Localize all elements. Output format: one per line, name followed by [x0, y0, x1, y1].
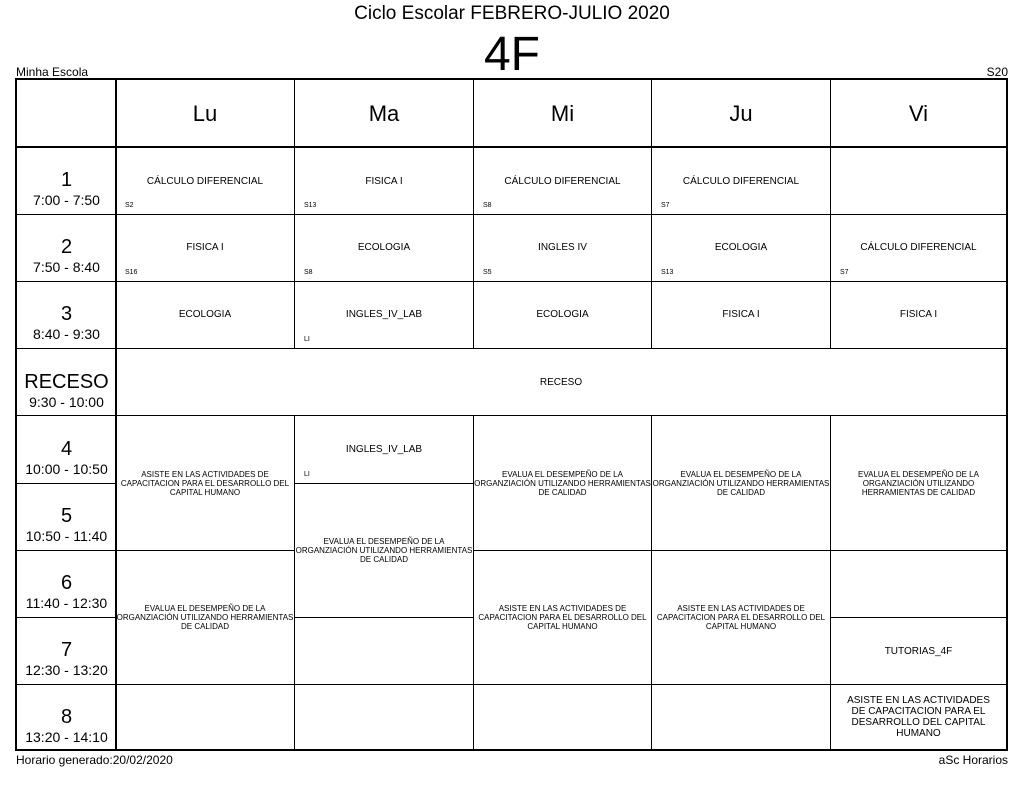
lesson-ju-6-7[interactable]	[652, 551, 830, 684]
lesson-subject: CÁLCULO DIFERENCIAL	[146, 176, 264, 187]
recess-label: RECESO	[539, 376, 583, 388]
lesson-ma-1[interactable]	[295, 147, 473, 214]
lesson-ju-2[interactable]	[652, 215, 830, 281]
period-number: 2	[60, 236, 73, 258]
lesson-ju-3[interactable]	[652, 282, 830, 348]
lesson-subject: EVALUA EL DESEMPEÑO DE LA ORGANZIACIÓN UTILIZANDO HERRAMIENTAS DE CALIDAD	[474, 469, 651, 497]
lesson-room: S16	[125, 269, 138, 276]
day-header-lu: Lu	[192, 100, 218, 126]
period-time: 7:00 - 7:50	[33, 192, 100, 208]
period-number: 5	[60, 505, 73, 527]
lesson-room: S2	[125, 202, 134, 209]
period-time: 7:50 - 8:40	[33, 259, 100, 275]
lesson-mi-1[interactable]	[474, 147, 651, 214]
day-header-vi: Vi	[908, 100, 929, 126]
lesson-room: S7	[840, 269, 849, 276]
period-time: 11:40 - 12:30	[25, 595, 108, 611]
software-credit: aSc Horarios	[938, 753, 1008, 767]
lesson-room: S8	[483, 202, 492, 209]
timetable-grid	[15, 78, 1008, 751]
class-name: 4F	[483, 28, 540, 81]
lesson-lu-6-7[interactable]	[116, 551, 294, 684]
period-time: 12:30 - 13:20	[25, 662, 108, 678]
lesson-ju-4-5[interactable]	[652, 416, 830, 550]
period-7	[17, 639, 116, 679]
lesson-room: S13	[304, 202, 317, 209]
period-3	[17, 303, 116, 343]
lesson-subject: TUTORIAS_4F	[884, 645, 953, 657]
lesson-subject: ECOLOGIA	[536, 309, 589, 320]
lesson-subject: ECOLOGIA	[357, 242, 411, 253]
period-8	[17, 706, 116, 746]
period-2	[17, 236, 116, 276]
lesson-mi-6-7[interactable]	[474, 551, 651, 684]
period-number: 1	[60, 169, 73, 191]
lesson-room: S5	[483, 269, 492, 276]
lesson-subject: ASISTE EN LAS ACTIVIDADES DE CAPACITACION PARA EL DESARROLLO DEL CAPITAL HUMANO	[120, 469, 290, 497]
lesson-subject: EVALUA EL DESEMPEÑO DE LA ORGANZIACIÓN UTILIZANDO HERRAMIENTAS DE CALIDAD	[295, 537, 473, 564]
lesson-lu-2[interactable]	[116, 215, 294, 281]
day-header-ma: Ma	[368, 100, 400, 126]
lesson-vi-8[interactable]	[831, 685, 1006, 749]
lesson-lu-3[interactable]	[116, 282, 294, 348]
lesson-mi-3[interactable]	[474, 282, 651, 348]
lesson-subject: ASISTE EN LAS ACTIVIDADES DE CAPACITACION PARA EL DESARROLLO DEL CAPITAL HUMANO	[847, 695, 990, 739]
period-recess	[17, 371, 116, 411]
lesson-subject: ECOLOGIA	[714, 242, 768, 253]
period-number: 3	[60, 303, 73, 325]
lesson-room: S7	[661, 202, 670, 209]
lesson-mi-4-5[interactable]	[474, 416, 651, 550]
lesson-ma-3[interactable]	[295, 282, 473, 348]
period-6	[17, 572, 116, 612]
lesson-ma-5-6[interactable]	[295, 484, 473, 617]
period-number: 6	[60, 572, 73, 594]
period-4	[17, 438, 116, 478]
lesson-ma-2[interactable]	[295, 215, 473, 281]
lesson-vi-3[interactable]	[831, 282, 1006, 348]
lesson-subject: EVALUA EL DESEMPEÑO DE LA ORGANZIACIÓN UTILIZANDO HERRAMIENTAS DE CALIDAD	[652, 469, 830, 497]
lesson-subject: INGLES_IV_LAB	[345, 444, 423, 455]
lesson-vi-7[interactable]	[831, 618, 1006, 684]
lesson-lu-4-5[interactable]	[116, 416, 294, 550]
lesson-room: S8	[304, 269, 313, 276]
header-code: S20	[986, 65, 1008, 79]
lesson-subject: ASISTE EN LAS ACTIVIDADES DE CAPACITACION PARA EL DESARROLLO DEL CAPITAL HUMANO	[656, 604, 826, 631]
period-1	[17, 169, 116, 209]
lesson-subject: EVALUA EL DESEMPEÑO DE LA ORGANZIACIÓN UTILIZANDO HERRAMIENTAS DE CALIDAD	[858, 469, 979, 497]
lesson-subject: CÁLCULO DIFERENCIAL	[682, 176, 800, 187]
page-title: Ciclo Escolar FEBRERO-JULIO 2020	[354, 3, 670, 24]
period-time: 10:50 - 11:40	[25, 528, 108, 544]
period-time: 10:00 - 10:50	[25, 461, 108, 477]
period-time: 8:40 - 9:30	[33, 326, 100, 342]
lesson-subject: INGLES IV	[538, 242, 587, 253]
lesson-subject: INGLES_IV_LAB	[345, 309, 423, 320]
lesson-vi-2[interactable]	[831, 215, 1006, 281]
period-5	[17, 505, 116, 545]
lesson-subject: CÁLCULO DIFERENCIAL	[860, 242, 977, 253]
lesson-subject: CÁLCULO DIFERENCIAL	[504, 176, 621, 187]
lesson-vi-4-5[interactable]	[831, 416, 1006, 550]
generated-date: Horario generado:20/02/2020	[16, 753, 173, 767]
recess-banner	[116, 349, 1006, 415]
lesson-room: LI	[304, 336, 310, 343]
lesson-subject: FISICA I	[365, 176, 403, 187]
period-number: 7	[60, 639, 73, 661]
lesson-mi-2[interactable]	[474, 215, 651, 281]
lesson-room: S13	[661, 269, 674, 276]
period-number: 8	[60, 706, 73, 728]
period-time: 13:20 - 14:10	[25, 729, 108, 745]
lesson-lu-1[interactable]	[116, 147, 294, 214]
school-name: Minha Escola	[16, 65, 89, 79]
period-time: 9:30 - 10:00	[29, 394, 104, 410]
lesson-subject: FISICA I	[186, 242, 224, 253]
day-header-ju: Ju	[729, 100, 753, 126]
lesson-subject: EVALUA EL DESEMPEÑO DE LA ORGANZIACIÓN UTILIZANDO HERRAMIENTAS DE CALIDAD	[116, 604, 294, 631]
lesson-ju-1[interactable]	[652, 147, 830, 214]
lesson-subject: FISICA I	[722, 309, 760, 320]
lesson-subject: ECOLOGIA	[178, 309, 232, 320]
period-number: RECESO	[24, 371, 109, 393]
lesson-room: LI	[304, 471, 310, 478]
lesson-subject: FISICA I	[899, 309, 938, 320]
lesson-subject: ASISTE EN LAS ACTIVIDADES DE CAPACITACION PARA EL DESARROLLO DEL CAPITAL HUMANO	[478, 604, 647, 631]
lesson-ma-4[interactable]	[295, 416, 473, 483]
day-header-mi: Mi	[550, 100, 575, 126]
period-number: 4	[60, 438, 73, 460]
